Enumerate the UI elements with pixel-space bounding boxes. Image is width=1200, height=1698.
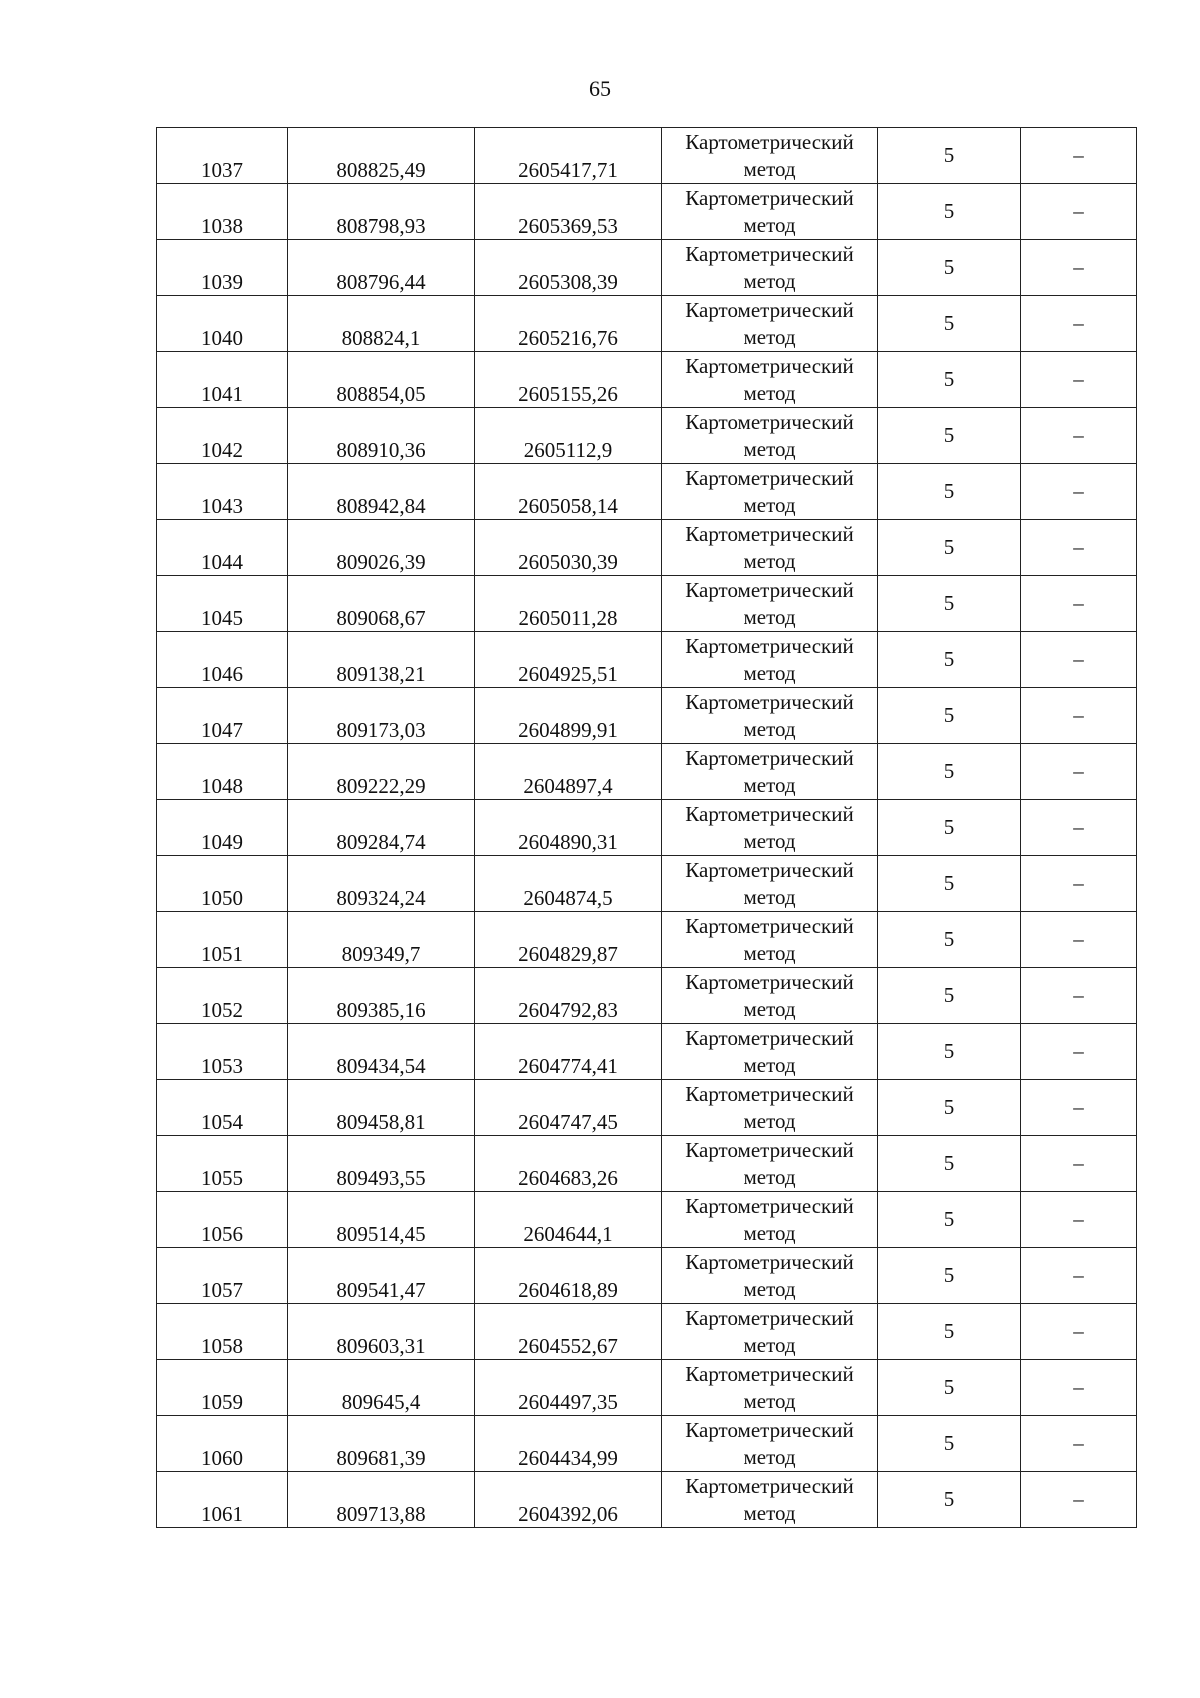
method-line-1: Картометрический [685, 185, 854, 210]
x-coordinate-cell: 809284,74 [288, 800, 475, 856]
method-cell [662, 184, 878, 240]
y-coordinate-cell: 2604829,87 [475, 912, 662, 968]
note-cell: – [1021, 1136, 1137, 1192]
point-number-cell: 1056 [157, 1192, 288, 1248]
table-row [157, 240, 1137, 296]
y-coordinate-cell: 2605216,76 [475, 296, 662, 352]
method-line-2: метод [743, 660, 796, 685]
x-coordinate-cell: 809541,47 [288, 1248, 475, 1304]
x-coordinate-cell: 808825,49 [288, 128, 475, 184]
point-number-cell: 1045 [157, 576, 288, 632]
accuracy-cell: 5 [878, 240, 1021, 296]
method-cell [662, 1248, 878, 1304]
note-cell: – [1021, 1080, 1137, 1136]
x-coordinate-cell: 809068,67 [288, 576, 475, 632]
y-coordinate-cell: 2604552,67 [475, 1304, 662, 1360]
method-line-1: Картометрический [685, 913, 854, 938]
note-cell: – [1021, 688, 1137, 744]
accuracy-cell: 5 [878, 800, 1021, 856]
accuracy-cell: 5 [878, 1360, 1021, 1416]
accuracy-cell: 5 [878, 184, 1021, 240]
method-cell [662, 352, 878, 408]
note-cell: – [1021, 744, 1137, 800]
table-row [157, 800, 1137, 856]
method-line-2: метод [743, 1052, 796, 1077]
point-number-cell: 1046 [157, 632, 288, 688]
accuracy-cell: 5 [878, 912, 1021, 968]
point-number-cell: 1055 [157, 1136, 288, 1192]
method-cell [662, 1136, 878, 1192]
method-cell [662, 520, 878, 576]
method-line-2: метод [743, 996, 796, 1021]
accuracy-cell: 5 [878, 408, 1021, 464]
point-number-cell: 1043 [157, 464, 288, 520]
method-line-1: Картометрический [685, 409, 854, 434]
table-row [157, 520, 1137, 576]
table-row [157, 576, 1137, 632]
method-cell [662, 968, 878, 1024]
method-cell [662, 296, 878, 352]
table-row [157, 912, 1137, 968]
point-number-cell: 1050 [157, 856, 288, 912]
accuracy-cell: 5 [878, 744, 1021, 800]
method-cell [662, 912, 878, 968]
method-cell [662, 632, 878, 688]
point-number-cell: 1060 [157, 1416, 288, 1472]
accuracy-cell: 5 [878, 1024, 1021, 1080]
method-line-1: Картометрический [685, 241, 854, 266]
x-coordinate-cell: 809514,45 [288, 1192, 475, 1248]
y-coordinate-cell: 2604683,26 [475, 1136, 662, 1192]
accuracy-cell: 5 [878, 856, 1021, 912]
y-coordinate-cell: 2605308,39 [475, 240, 662, 296]
table-row [157, 1416, 1137, 1472]
method-cell [662, 1024, 878, 1080]
method-line-2: метод [743, 828, 796, 853]
method-line-2: метод [743, 1164, 796, 1189]
method-line-1: Картометрический [685, 1249, 854, 1274]
accuracy-cell: 5 [878, 632, 1021, 688]
x-coordinate-cell: 809603,31 [288, 1304, 475, 1360]
method-cell [662, 688, 878, 744]
accuracy-cell: 5 [878, 1080, 1021, 1136]
accuracy-cell: 5 [878, 464, 1021, 520]
y-coordinate-cell: 2605112,9 [475, 408, 662, 464]
point-number-cell: 1048 [157, 744, 288, 800]
table-row [157, 968, 1137, 1024]
point-number-cell: 1051 [157, 912, 288, 968]
point-number-cell: 1038 [157, 184, 288, 240]
x-coordinate-cell: 809434,54 [288, 1024, 475, 1080]
note-cell: – [1021, 1304, 1137, 1360]
method-line-2: метод [743, 604, 796, 629]
y-coordinate-cell: 2605030,39 [475, 520, 662, 576]
x-coordinate-cell: 808796,44 [288, 240, 475, 296]
table-row [157, 856, 1137, 912]
method-line-1: Картометрический [685, 1137, 854, 1162]
method-cell [662, 1416, 878, 1472]
y-coordinate-cell: 2604890,31 [475, 800, 662, 856]
accuracy-cell: 5 [878, 1304, 1021, 1360]
method-cell [662, 800, 878, 856]
x-coordinate-cell: 809138,21 [288, 632, 475, 688]
note-cell: – [1021, 128, 1137, 184]
accuracy-cell: 5 [878, 128, 1021, 184]
method-line-2: метод [743, 772, 796, 797]
method-line-1: Картометрический [685, 633, 854, 658]
accuracy-cell: 5 [878, 1136, 1021, 1192]
method-line-2: метод [743, 1444, 796, 1469]
point-number-cell: 1047 [157, 688, 288, 744]
accuracy-cell: 5 [878, 520, 1021, 576]
point-number-cell: 1057 [157, 1248, 288, 1304]
y-coordinate-cell: 2604899,91 [475, 688, 662, 744]
method-line-1: Картометрический [685, 1081, 854, 1106]
coordinates-table-body [157, 128, 1137, 1528]
note-cell: – [1021, 240, 1137, 296]
note-cell: – [1021, 576, 1137, 632]
point-number-cell: 1042 [157, 408, 288, 464]
note-cell: – [1021, 800, 1137, 856]
y-coordinate-cell: 2604747,45 [475, 1080, 662, 1136]
note-cell: – [1021, 912, 1137, 968]
method-cell [662, 464, 878, 520]
accuracy-cell: 5 [878, 1416, 1021, 1472]
table-row [157, 1360, 1137, 1416]
x-coordinate-cell: 809713,88 [288, 1472, 475, 1528]
method-line-2: метод [743, 1332, 796, 1357]
method-line-1: Картометрический [685, 297, 854, 322]
table-row [157, 408, 1137, 464]
accuracy-cell: 5 [878, 688, 1021, 744]
table-row [157, 296, 1137, 352]
y-coordinate-cell: 2605369,53 [475, 184, 662, 240]
accuracy-cell: 5 [878, 968, 1021, 1024]
note-cell: – [1021, 968, 1137, 1024]
accuracy-cell: 5 [878, 1472, 1021, 1528]
accuracy-cell: 5 [878, 1248, 1021, 1304]
method-line-2: метод [743, 380, 796, 405]
table-row [157, 1248, 1137, 1304]
y-coordinate-cell: 2605417,71 [475, 128, 662, 184]
x-coordinate-cell: 808854,05 [288, 352, 475, 408]
x-coordinate-cell: 809324,24 [288, 856, 475, 912]
x-coordinate-cell: 809173,03 [288, 688, 475, 744]
note-cell: – [1021, 520, 1137, 576]
method-line-1: Картометрический [685, 1361, 854, 1386]
method-cell [662, 1080, 878, 1136]
method-line-1: Картометрический [685, 1305, 854, 1330]
x-coordinate-cell: 809458,81 [288, 1080, 475, 1136]
method-cell [662, 1304, 878, 1360]
table-row [157, 632, 1137, 688]
x-coordinate-cell: 808824,1 [288, 296, 475, 352]
table-row [157, 1136, 1137, 1192]
point-number-cell: 1041 [157, 352, 288, 408]
table-row [157, 184, 1137, 240]
method-line-2: метод [743, 1108, 796, 1133]
method-line-2: метод [743, 1388, 796, 1413]
method-line-2: метод [743, 156, 796, 181]
y-coordinate-cell: 2604434,99 [475, 1416, 662, 1472]
point-number-cell: 1037 [157, 128, 288, 184]
method-line-2: метод [743, 940, 796, 965]
x-coordinate-cell: 809349,7 [288, 912, 475, 968]
y-coordinate-cell: 2604497,35 [475, 1360, 662, 1416]
y-coordinate-cell: 2604392,06 [475, 1472, 662, 1528]
table-row [157, 1024, 1137, 1080]
table-row [157, 744, 1137, 800]
y-coordinate-cell: 2604618,89 [475, 1248, 662, 1304]
note-cell: – [1021, 464, 1137, 520]
method-cell [662, 744, 878, 800]
note-cell: – [1021, 1024, 1137, 1080]
method-line-2: метод [743, 268, 796, 293]
method-line-1: Картометрический [685, 857, 854, 882]
note-cell: – [1021, 1360, 1137, 1416]
x-coordinate-cell: 809222,29 [288, 744, 475, 800]
note-cell: – [1021, 1192, 1137, 1248]
point-number-cell: 1040 [157, 296, 288, 352]
method-cell [662, 1192, 878, 1248]
method-cell [662, 576, 878, 632]
table-row [157, 352, 1137, 408]
x-coordinate-cell: 808910,36 [288, 408, 475, 464]
method-line-1: Картометрический [685, 353, 854, 378]
accuracy-cell: 5 [878, 576, 1021, 632]
method-line-2: метод [743, 436, 796, 461]
method-line-1: Картометрический [685, 577, 854, 602]
note-cell: – [1021, 632, 1137, 688]
point-number-cell: 1044 [157, 520, 288, 576]
point-number-cell: 1049 [157, 800, 288, 856]
accuracy-cell: 5 [878, 1192, 1021, 1248]
method-line-2: метод [743, 1500, 796, 1525]
table-row [157, 464, 1137, 520]
point-number-cell: 1059 [157, 1360, 288, 1416]
x-coordinate-cell: 808942,84 [288, 464, 475, 520]
y-coordinate-cell: 2605058,14 [475, 464, 662, 520]
method-line-2: метод [743, 212, 796, 237]
point-number-cell: 1061 [157, 1472, 288, 1528]
point-number-cell: 1053 [157, 1024, 288, 1080]
x-coordinate-cell: 808798,93 [288, 184, 475, 240]
note-cell: – [1021, 352, 1137, 408]
y-coordinate-cell: 2604897,4 [475, 744, 662, 800]
method-cell [662, 408, 878, 464]
y-coordinate-cell: 2605011,28 [475, 576, 662, 632]
point-number-cell: 1052 [157, 968, 288, 1024]
method-line-1: Картометрический [685, 1025, 854, 1050]
x-coordinate-cell: 809385,16 [288, 968, 475, 1024]
page-number: 65 [589, 76, 611, 101]
table-row [157, 688, 1137, 744]
note-cell: – [1021, 184, 1137, 240]
method-cell [662, 1360, 878, 1416]
method-line-2: метод [743, 716, 796, 741]
method-line-1: Картометрический [685, 801, 854, 826]
coordinates-table [156, 127, 1137, 1528]
method-line-2: метод [743, 1276, 796, 1301]
method-line-1: Картометрический [685, 969, 854, 994]
table-row [157, 1472, 1137, 1528]
table-row [157, 1080, 1137, 1136]
y-coordinate-cell: 2604644,1 [475, 1192, 662, 1248]
y-coordinate-cell: 2605155,26 [475, 352, 662, 408]
x-coordinate-cell: 809645,4 [288, 1360, 475, 1416]
note-cell: – [1021, 1248, 1137, 1304]
method-line-2: метод [743, 548, 796, 573]
method-line-1: Картометрический [685, 1473, 854, 1498]
method-line-2: метод [743, 884, 796, 909]
point-number-cell: 1058 [157, 1304, 288, 1360]
method-cell [662, 128, 878, 184]
note-cell: – [1021, 856, 1137, 912]
y-coordinate-cell: 2604792,83 [475, 968, 662, 1024]
note-cell: – [1021, 1472, 1137, 1528]
point-number-cell: 1039 [157, 240, 288, 296]
method-line-1: Картометрический [685, 521, 854, 546]
method-line-1: Картометрический [685, 1417, 854, 1442]
accuracy-cell: 5 [878, 352, 1021, 408]
table-row [157, 1192, 1137, 1248]
table-row [157, 128, 1137, 184]
y-coordinate-cell: 2604774,41 [475, 1024, 662, 1080]
method-line-1: Картометрический [685, 465, 854, 490]
method-line-1: Картометрический [685, 129, 854, 154]
method-line-1: Картометрический [685, 1193, 854, 1218]
method-cell [662, 240, 878, 296]
point-number-cell: 1054 [157, 1080, 288, 1136]
table-row [157, 1304, 1137, 1360]
method-cell [662, 856, 878, 912]
accuracy-cell: 5 [878, 296, 1021, 352]
x-coordinate-cell: 809026,39 [288, 520, 475, 576]
method-line-1: Картометрический [685, 689, 854, 714]
method-cell [662, 1472, 878, 1528]
note-cell: – [1021, 296, 1137, 352]
method-line-2: метод [743, 324, 796, 349]
method-line-2: метод [743, 1220, 796, 1245]
y-coordinate-cell: 2604925,51 [475, 632, 662, 688]
method-line-1: Картометрический [685, 745, 854, 770]
x-coordinate-cell: 809681,39 [288, 1416, 475, 1472]
note-cell: – [1021, 1416, 1137, 1472]
note-cell: – [1021, 408, 1137, 464]
y-coordinate-cell: 2604874,5 [475, 856, 662, 912]
method-line-2: метод [743, 492, 796, 517]
x-coordinate-cell: 809493,55 [288, 1136, 475, 1192]
